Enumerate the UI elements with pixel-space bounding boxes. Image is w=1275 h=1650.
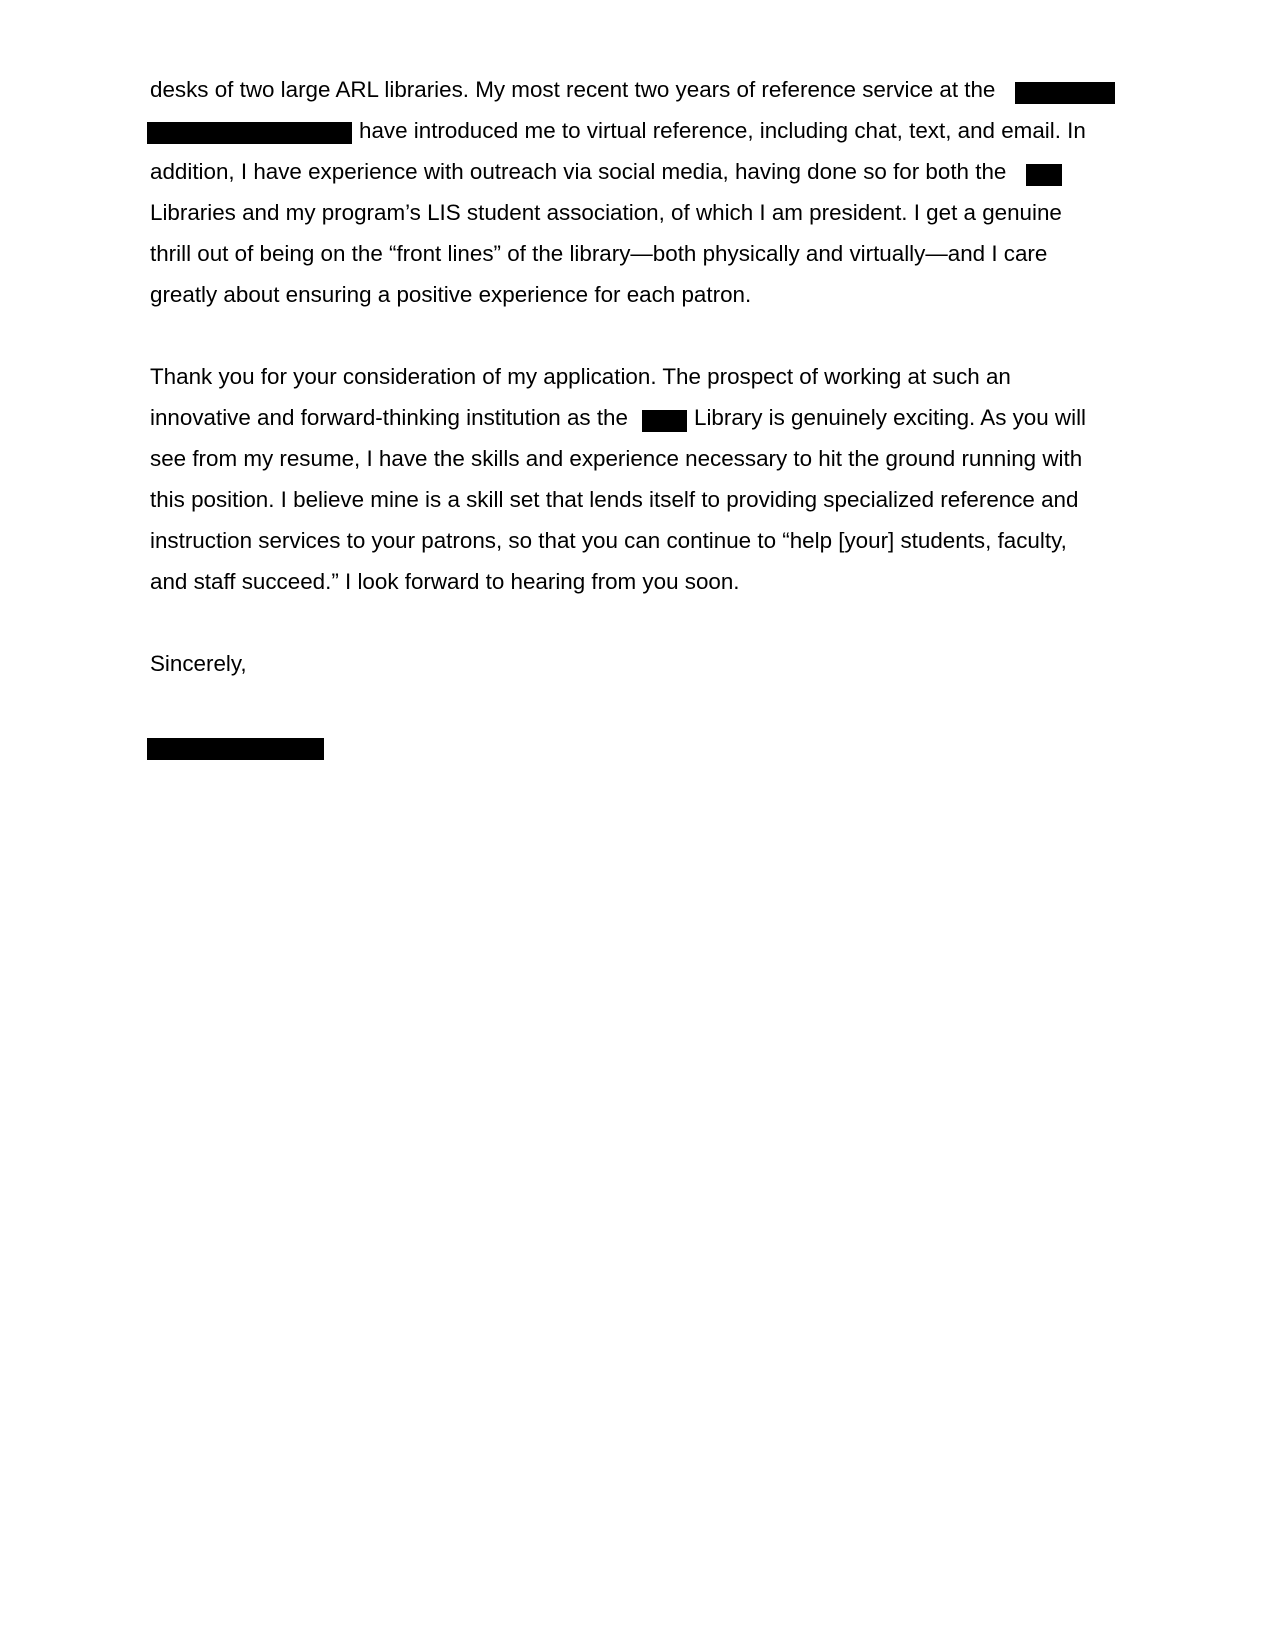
paragraph-2-line-5: instruction services to your patrons, so that you can continue to “help [your] students, faculty, (150, 528, 1067, 553)
paragraph-2-line-3: see from my resume, I have the skills and experience necessary to hit the ground running with (150, 446, 1083, 471)
paragraph-2-line-4: this position. I believe mine is a skill set that lends itself to providing specialized reference and (150, 487, 1079, 512)
redaction-block (642, 410, 687, 432)
paragraph-1-line-1: desks of two large ARL libraries. My most recent two years of reference service at the (150, 77, 996, 102)
paragraph-1-line-4: Libraries and my program’s LIS student association, of which I am president. I get a genuine (150, 200, 1062, 225)
paragraph-2-line-1: Thank you for your consideration of my application. The prospect of working at such an (150, 364, 1011, 389)
paragraph-1-line-2: have introduced me to virtual reference, including chat, text, and email. In (359, 118, 1086, 143)
paragraph-2-line-2b: Library is genuinely exciting. As you will (694, 405, 1087, 430)
paragraph-1-line-6: greatly about ensuring a positive experience for each patron. (150, 282, 752, 307)
redaction-block (1026, 164, 1062, 186)
paragraph-1-line-3: addition, I have experience with outreach via social media, having done so for both the (150, 159, 1007, 184)
paragraph-2-line-2a: innovative and forward-thinking institution as the (150, 405, 628, 430)
paragraph-2-line-6: and staff succeed.” I look forward to hearing from you soon. (150, 569, 740, 594)
signature-redaction (147, 738, 324, 760)
redaction-block (147, 122, 352, 144)
paragraph-1-line-5: thrill out of being on the “front lines” of the library—both physically and virtually—and I care (150, 241, 1048, 266)
redaction-block (1015, 82, 1115, 104)
closing-salutation: Sincerely, (150, 651, 247, 676)
